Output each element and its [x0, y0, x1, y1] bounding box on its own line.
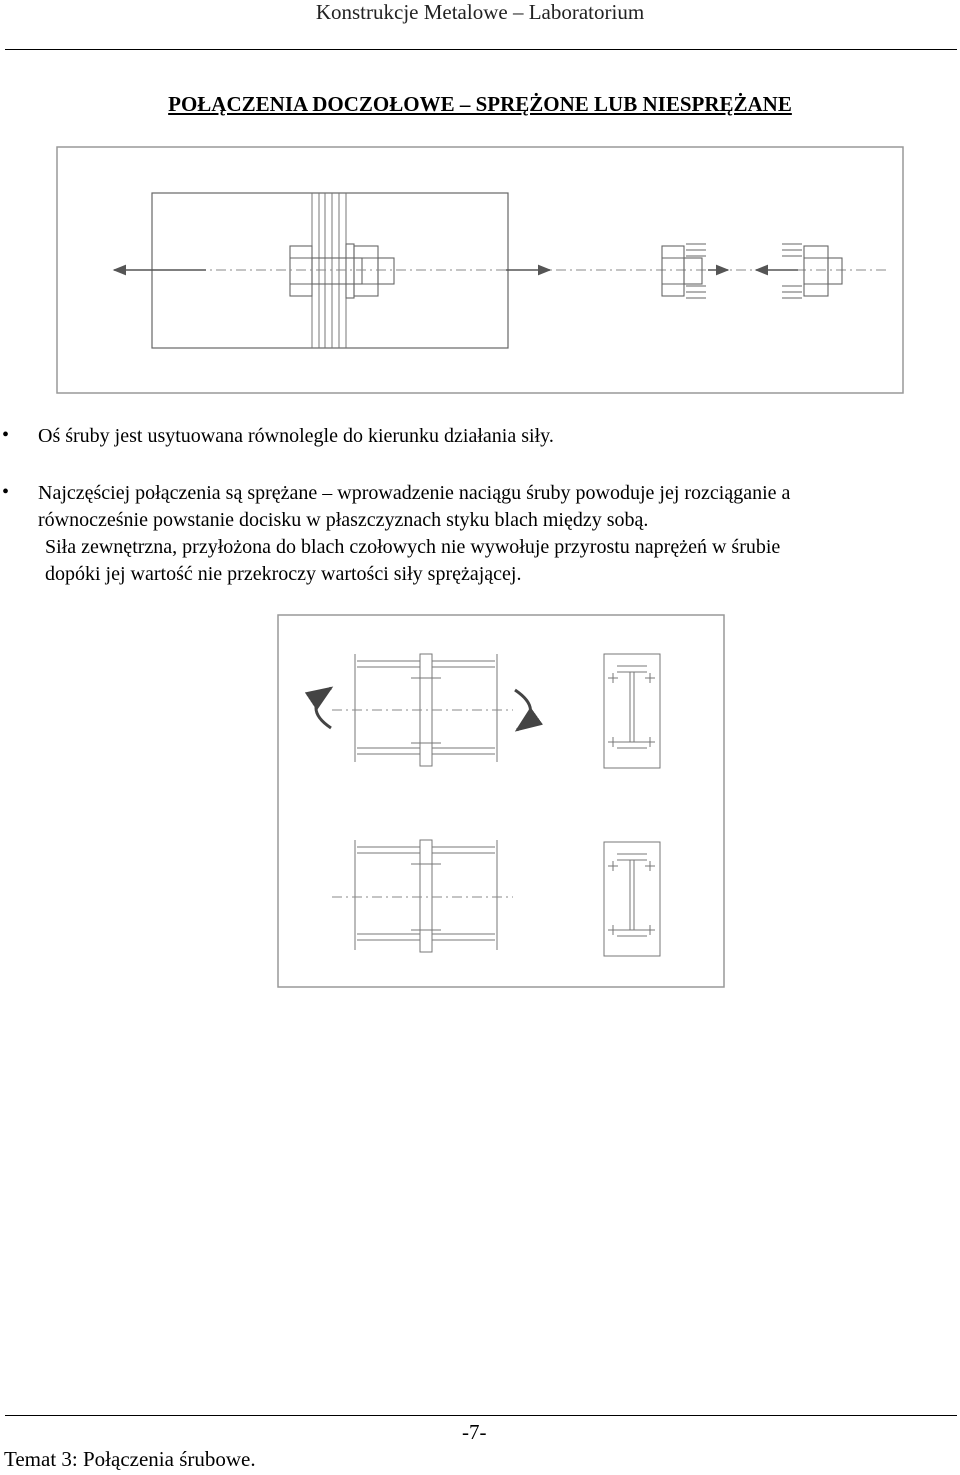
bolt-left-half	[662, 244, 706, 298]
bolt-right-half	[782, 244, 842, 298]
end-plate-front-view-upper	[604, 654, 660, 768]
bullet-2-line-1: Najczęściej połączenia są sprężane – wprowadzenie naciągu śruby powoduje jej rozciąganie a	[38, 482, 791, 504]
bullet-1-line-1: Oś śruby jest usytuowana równolegle do kierunku działania siły.	[38, 425, 554, 447]
paragraph-line-2: dopóki jej wartość nie przekroczy wartości siły sprężającej.	[45, 563, 522, 585]
bullet-2-line-2: równocześnie powstanie docisku w płaszczyznach styku blach między sobą.	[38, 509, 649, 531]
beam-side-view-upper	[332, 654, 513, 766]
moment-arrow-right	[515, 690, 531, 730]
beam-side-view-lower	[332, 840, 513, 952]
header-rule	[5, 49, 957, 50]
bullet-marker: •	[2, 481, 10, 503]
running-header: Konstrukcje Metalowe – Laboratorium	[315, 0, 645, 24]
section-title: POŁĄCZENIA DOCZOŁOWE – SPRĘŻONE LUB NIESPRĘŻANE	[168, 92, 792, 116]
figure-beam-connections	[277, 614, 725, 988]
moment-arrow-left	[316, 688, 331, 728]
figure-frame	[278, 615, 724, 987]
page-number: -7-	[462, 1420, 487, 1444]
footer-topic: Temat 3: Połączenia śrubowe.	[4, 1447, 256, 1471]
paragraph-line-1: Siła zewnętrzna, przyłożona do blach czołowych nie wywołuje przyrostu naprężeń w śrubie	[45, 536, 781, 558]
footer-rule	[5, 1415, 957, 1416]
end-plate-front-view-lower	[604, 842, 660, 956]
bolt-assembly	[290, 244, 394, 298]
figure-bolt-connection	[56, 146, 904, 394]
bullet-marker: •	[2, 424, 10, 446]
